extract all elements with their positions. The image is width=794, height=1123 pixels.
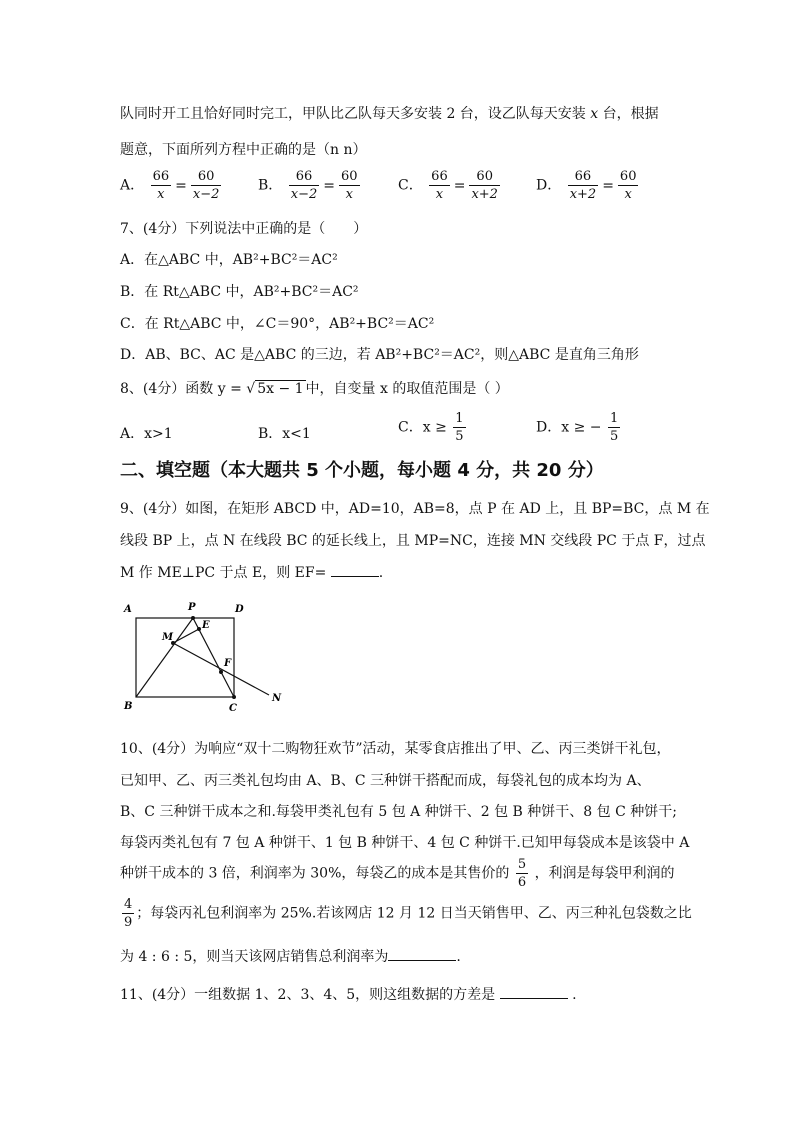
label-p: P <box>188 602 196 613</box>
q9-answer-blank <box>331 576 379 577</box>
q8-radicand: 5x − 1 <box>257 381 304 397</box>
segment-bp <box>136 618 193 697</box>
q10-line2: 已知甲、乙、丙三类礼包均由 A、B、C 三种饼干搭配而成，每袋礼包的成本均为 A、 <box>120 773 651 789</box>
label-d: D <box>235 604 244 615</box>
q7-stem: 7、(4分）下列说法中正确的是（ ） <box>120 221 368 237</box>
q8-stem: 8、(4分）函数 y = √ 5x − 1 中，自变量 x 的取值范围是（ ） <box>120 381 509 397</box>
q9-figure <box>118 598 288 716</box>
q10-answer-blank <box>388 960 456 961</box>
q8-option-c: C．x ≥ $\frac{1}{5}$ <box>398 411 464 444</box>
q10-line1: 10、(4分）为响应“双十二购物狂欢节”活动，某零食店推出了甲、乙、丙三类饼干礼包， <box>120 741 671 757</box>
section-title: 二、填空题（本大题共 5 个小题，每小题 4 分，共 20 分） <box>120 460 604 481</box>
q6-option-b: B． $\frac{66}{x-2}$ = $\frac{60}{x}$ <box>258 169 358 202</box>
q10-line6: $\frac{4}{9}$ ；每袋丙礼包利润率为 25%.若该网店 12 月 12 日当天销售甲、乙、丙三种礼包袋数之比 <box>124 897 692 930</box>
label-m: M <box>162 632 174 643</box>
label-a: A <box>124 604 132 615</box>
q10-line4: 每袋丙类礼包有 7 包 A 种饼干、1 包 B 种饼干、4 包 C 种饼干.已知甲每袋成本是该袋中 A <box>120 835 690 851</box>
q9-line2: 线段 BP 上，点 N 在线段 BC 的延长线上，且 MP=NC，连接 MN 交线段 PC 于点 F，过点 <box>120 533 706 549</box>
label-f: F <box>224 658 232 669</box>
q10-line5: 种饼干成本的 3 倍，利润率为 30%，每袋乙的成本是其售价的 $\frac{5}{6}$ ，利润是每袋甲利润的 <box>120 857 675 890</box>
q6-paren-inner: n n <box>330 142 353 158</box>
point-f <box>219 670 223 674</box>
q8-option-a: A．x>1 <box>120 426 173 442</box>
q11-answer-blank <box>500 998 568 999</box>
q6-line2: 题意，下面所列方程中正确的是（n n） <box>120 142 367 158</box>
point-e <box>197 627 201 631</box>
q7-option-c: C．在 Rt△ABC 中，∠C＝90°，AB²+BC²＝AC² <box>120 316 435 332</box>
q6-var-x: x <box>590 106 599 122</box>
label-b: B <box>124 701 133 712</box>
segment-mn <box>173 643 269 695</box>
q6-option-c: C． $\frac{66}{x}$ = $\frac{60}{x+2}$ <box>398 169 498 202</box>
q6-option-a: A． $\frac{66}{x}$ = $\frac{60}{x-2}$ <box>120 169 220 202</box>
point-p <box>191 616 195 620</box>
segment-me <box>173 629 199 643</box>
q9-line1: 9、(4分）如图，在矩形 ABCD 中，AD=10，AB=8，点 P 在 AD 上，且 BP=BC，点 M 在 <box>120 501 710 517</box>
q7-option-b: B．在 Rt△ABC 中，AB²+BC²＝AC² <box>120 284 359 300</box>
label-c: C <box>229 703 237 714</box>
q10-line7: 为 4 : 6 : 5，则当天该网店销售总利润率为 . <box>120 949 461 965</box>
q7-option-d: D．AB、BC、AC 是△ABC 的三边，若 AB²+BC²＝AC²，则△ABC 是直角三角形 <box>120 347 639 363</box>
point-c <box>232 695 236 699</box>
q9-line3: M 作 ME⊥PC 于点 E，则 EF= . <box>120 565 384 581</box>
q10-line3: B、C 三种饼干成本之和.每袋甲类礼包有 5 包 A 种饼干、2 包 B 种饼干、8 包 C 种饼干; <box>120 804 677 820</box>
q11-stem: 11、(4分）一组数据 1、2、3、4、5，则这组数据的方差是 . <box>120 987 577 1003</box>
label-e: E <box>202 620 210 631</box>
label-n: N <box>272 693 282 704</box>
q6-option-d: D． $\frac{66}{x+2}$ = $\frac{60}{x}$ <box>536 169 637 202</box>
q8-option-d: D．x ≥ − $\frac{1}{5}$ <box>536 411 619 444</box>
q8-option-b: B．x<1 <box>258 426 311 442</box>
q6-line1: 队同时开工且恰好同时完工，甲队比乙队每天多安装 2 台，设乙队每天安装 x 台，根据 <box>120 106 659 122</box>
q7-option-a: A．在△ABC 中，AB²+BC²＝AC² <box>120 252 338 268</box>
